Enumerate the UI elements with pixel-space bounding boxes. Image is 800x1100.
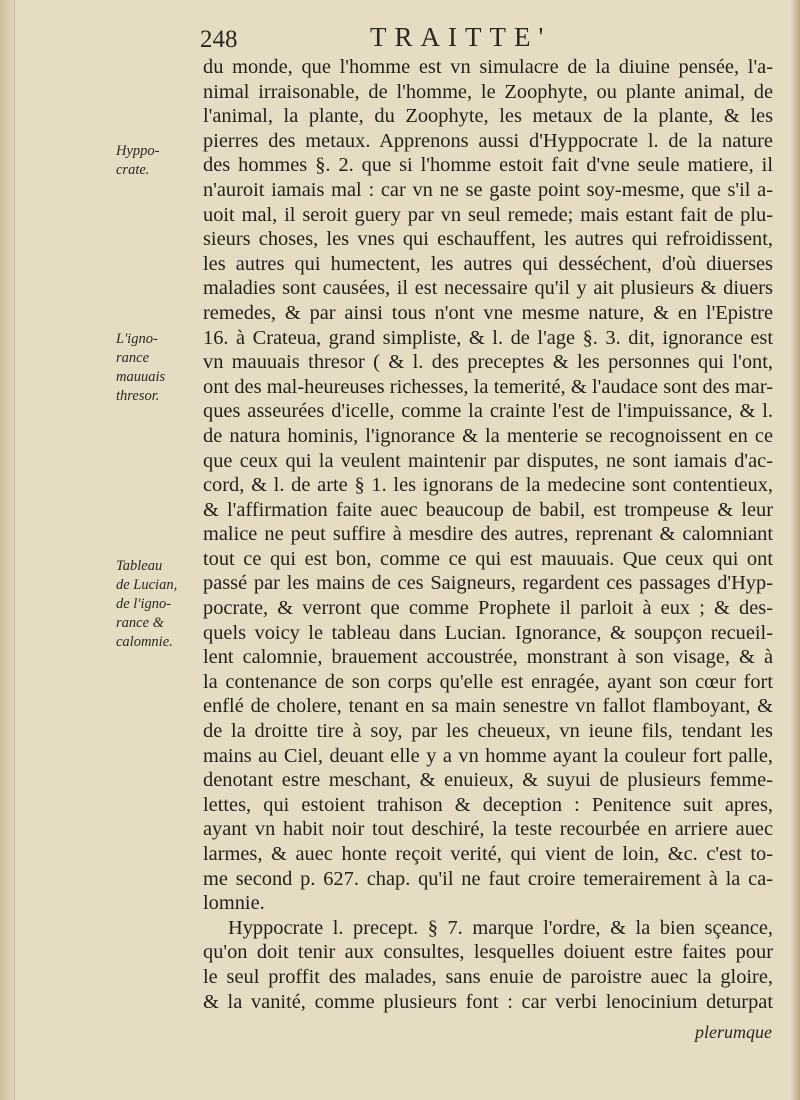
margin-note-line: L'igno- xyxy=(116,331,158,347)
margin-note-line: rance xyxy=(116,350,150,366)
body-line: enflé de cholere, tenant en sa main senestre vn fallot flamboyant, & xyxy=(203,695,773,718)
page-edge-right xyxy=(790,0,800,1100)
body-text xyxy=(203,55,773,1014)
body-line: tout ce qui est bon, comme ce qui est mauuais. Que ceux qui ont xyxy=(203,547,773,570)
body-line: ques asseurées d'icelle, comme la crainte l'est de l'impuissance, & l. xyxy=(203,400,773,423)
margin-note-line: de l'igno- xyxy=(116,596,172,612)
margin-note-line: Tableau xyxy=(116,558,163,574)
body-line: quels voicy le tableau dans Lucian. Ignorance, & soupçon recueil- xyxy=(203,621,773,644)
body-line: 16. à Crateua, grand simpliste, & l. de l'age §. 3. dit, ignorance est xyxy=(203,326,773,349)
body-line: de natura hominis, l'ignorance & la menterie se recognoissent en ce xyxy=(203,424,773,447)
body-line: de la droitte tire à soy, par les cheueux, vn ieune fils, tendant les xyxy=(203,720,773,743)
body-line: vn mauuais thresor ( & l. des preceptes & les personnes qui l'ont, xyxy=(203,351,773,374)
body-line: sieurs choses, les vnes qui eschauffent, les autres qui refroidissent, xyxy=(203,228,773,251)
body-line: me second p. 627. chap. qu'il ne faut croire temerairement à la ca- xyxy=(203,867,773,890)
body-line: lettes, qui estoient trahison & deception : Penitence suit apres, xyxy=(203,793,773,816)
margin-note-ignorance xyxy=(116,330,204,406)
page-header xyxy=(200,22,760,56)
body-line: du monde, que l'homme est vn simulacre de la diuine pensée, l'a- xyxy=(203,56,773,78)
body-line: remedes, & par ainsi tous n'ont vne mesme nature, & en l'Epistre xyxy=(203,301,773,324)
body-line: maladies sont causées, il est necessaire qu'il y ait plusieurs & diuers xyxy=(203,277,773,300)
page-number: 248 xyxy=(200,26,238,53)
body-line: denotant estre meschant, & enuieux, & suyui de plusieurs femme- xyxy=(203,769,773,792)
body-line: l'animal, la plante, du Zoophyte, les metaux de la plante, & les xyxy=(203,105,773,128)
body-line: ont des mal-heureuses richesses, la temerité, & l'audace sont des mar- xyxy=(203,375,773,398)
margin-note-tableau xyxy=(116,557,204,652)
body-line: & l'affirmation faite auec beaucoup de babil, est trompeuse & leur xyxy=(203,498,773,521)
margin-note-line: Hyppo- xyxy=(116,143,160,159)
body-line: qu'on doit tenir aux consultes, lesquelles doiuent estre faites pour xyxy=(203,941,773,964)
margin-note-line: thresor. xyxy=(116,388,160,404)
catchword: plerumque xyxy=(695,1022,772,1042)
body-line: la contenance de son corps qu'elle est enragée, ayant son cœur fort xyxy=(203,670,773,693)
body-line: passé par les mains de ces Saigneurs, regardent ces passages d'Hyp- xyxy=(203,572,773,595)
body-line: ayant vn habit noir tout deschiré, la teste recourbée en arriere auec xyxy=(203,818,773,841)
margin-note-hyppocrate xyxy=(116,142,204,180)
body-line: que ceux qui la veulent maintenir par disputes, ne sont iamais d'ac- xyxy=(203,449,773,472)
body-line: uoit mal, il seroit guery par vn seul remede; mais estant fait de plu- xyxy=(203,203,773,226)
body-line: pierres des metaux. Apprenons aussi d'Hyppocrate l. de la nature xyxy=(203,129,773,152)
margin-note-line: mauuais xyxy=(116,369,166,385)
body-line: Hyppocrate l. precept. § 7. marque l'ordre, & la bien sçeance, xyxy=(228,916,773,939)
margin-note-line: rance & xyxy=(116,615,164,631)
body-line: lomnie. xyxy=(203,892,265,915)
body-line: n'auroit iamais mal : car vn ne se gaste point soy-mesme, que s'il a- xyxy=(203,178,773,201)
body-line: larmes, & auec honte reçoit verité, qui vient de loin, &c. c'est to- xyxy=(203,843,773,865)
body-line: nimal irraisonable, de l'homme, le Zoophyte, ou plante animal, de xyxy=(203,80,773,103)
margin-note-line: crate. xyxy=(116,162,150,178)
body-line: les autres qui humectent, les autres qui desséchent, d'où diuerses xyxy=(203,252,773,275)
page-edge-left xyxy=(0,0,14,1100)
margin-note-line: calomnie. xyxy=(116,634,173,650)
body-line: des hommes §. 2. que si l'homme estoit fait d'vne seule matiere, il xyxy=(203,154,773,177)
body-line: mains au Ciel, deuant elle y a vn homme ayant la couleur fort palle, xyxy=(203,744,773,767)
body-line: lent calomnie, brauement accoustrée, monstrant à son visage, & à xyxy=(203,646,773,669)
running-title: TRAITTE' xyxy=(370,22,552,52)
body-line: le seul proffit des malades, sans enuie de paroistre auec la gloire, xyxy=(203,965,773,988)
body-line: cord, & l. de arte § 1. les ignorans de la medecine sont contentieux, xyxy=(203,474,773,497)
body-line: malice ne peut suffire à mesdire des autres, reprenant & calomniant xyxy=(203,523,773,546)
body-line: & la vanité, comme plusieurs font : car verbi lenocinium deturpat xyxy=(203,990,773,1013)
body-line: pocrate, & verront que comme Prophete il parloit à eux ; & des- xyxy=(203,597,773,620)
page-fold xyxy=(14,0,15,1100)
margin-note-line: de Lucian, xyxy=(116,577,178,593)
